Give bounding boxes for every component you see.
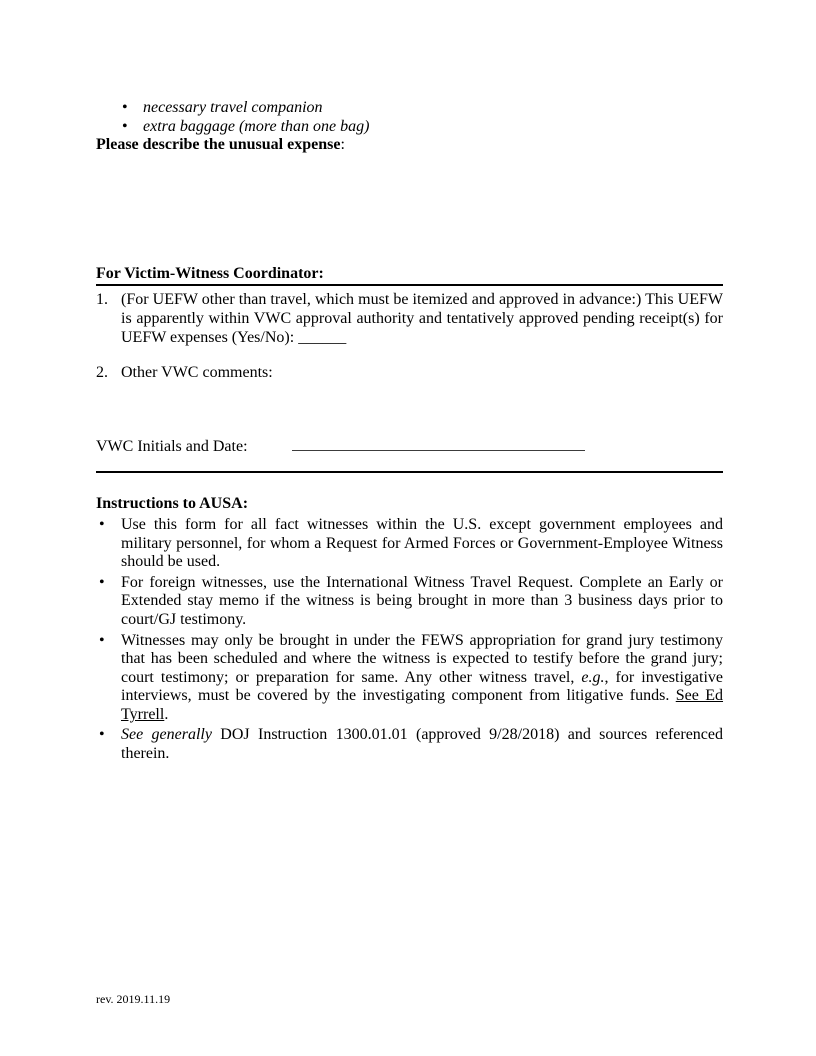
text-segment: . [164,705,169,723]
item-text [121,291,723,347]
item-number: 2. [96,364,108,382]
text-segment: DOJ Instruction 1300.01.01 (approved 9/28/2018) and sources referenced therein. [121,726,724,763]
bullet-text [121,516,723,572]
vwc-initials-row [96,435,723,457]
text-segment: Witnesses may only be brought in under the FEWS appropriation for grand jury testimony that has been scheduled and where the witness is expected to testify before the grand jury; court testimony; or preparation for same. Any other witness travel, [121,631,723,686]
list-item [96,516,723,572]
bullet-text [121,726,723,763]
instructions-heading: Instructions to AUSA: [96,495,249,513]
text-segment-italic: See generally [121,726,212,744]
list-item [96,99,723,118]
text-segment: Use this form for all fact witnesses within the U.S. except government employees and military personnel, for whom a Request for Armed Forces or Government-Employee Witness should be used. [121,515,723,571]
bullet-icon: • [99,515,105,533]
bullet-icon: • [99,573,105,591]
item-text: Other VWC comments: [121,364,273,382]
bullet-text [121,632,723,725]
list-item [96,632,723,725]
vwc-item-1 [96,291,723,347]
list-item [96,574,723,630]
bullet-text [121,574,723,630]
bullet-text: extra baggage (more than one bag) [143,117,370,135]
text-segment: , for investigative interviews, must be covered by the investigating component from litigative funds. [121,668,724,705]
bullet-text: necessary travel companion [143,99,323,116]
instructions-bullet-list [96,516,723,764]
unusual-expense-bullet-list [96,99,723,136]
bullet-icon: • [122,99,128,116]
bullet-icon: • [99,631,105,649]
describe-expense-writein-area[interactable] [96,155,723,265]
item-number: 1. [96,291,108,309]
text-segment-italic: e.g. [581,668,605,686]
describe-expense-colon: : [340,136,345,154]
see-ed-tyrrell-link[interactable]: See Ed Tyrrell [121,687,724,723]
vwc-initials-label: VWC Initials and Date: [96,437,248,455]
section-divider [96,471,723,473]
text-segment: For foreign witnesses, use the International Witness Travel Request. Complete an Early or Extended stay memo if the witness is being brought in more than 3 business days prior to court/GJ testimony. [121,573,723,628]
describe-expense-label-text: Please describe the unusual expense [96,136,341,154]
revision-footer: rev. 2019.11.19 [96,992,171,1006]
page-content [96,0,723,764]
item-text-body: (For UEFW other than travel, which must be itemized and approved in advance:) This UEFW is apparently within VWC approval authority and tentatively approved pending receipt(s) for UEFW expenses (Yes/No): [121,291,723,346]
list-item [96,726,723,763]
vwc-initials-blank-field[interactable] [292,435,585,451]
list-item [96,118,723,137]
vwc-section-heading: For Victim-Witness Coordinator: [96,265,723,287]
bullet-icon: • [122,117,128,135]
vwc-item-2 [96,364,723,383]
yes-no-blank-field[interactable]: ______ [298,328,347,346]
describe-expense-label [96,136,723,155]
bullet-icon: • [99,726,105,744]
